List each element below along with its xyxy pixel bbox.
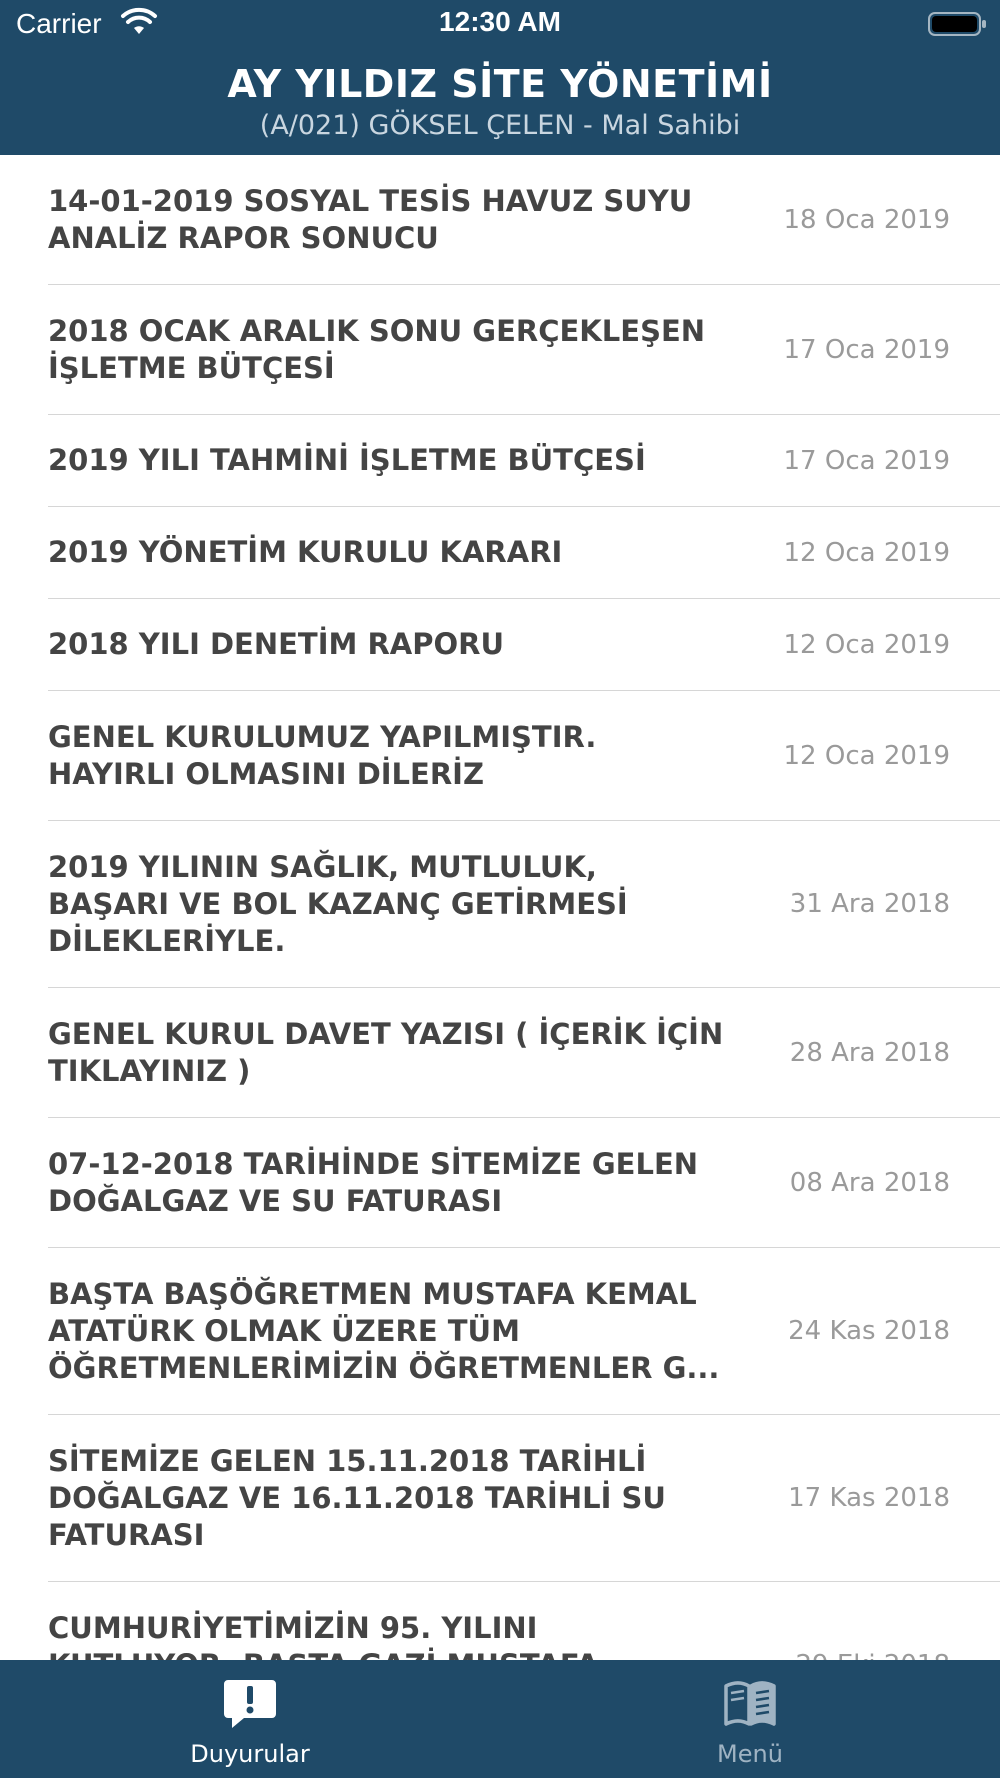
tab-label-duyurular: Duyurular (190, 1740, 310, 1768)
announcement-title: BAŞTA BAŞÖĞRETMEN MUSTAFA KEMAL ATATÜRK OLMAK ÜZERE TÜM ÖĞRETMENLERİMİZİN ÖĞRETMENLER G... (48, 1276, 720, 1385)
announcement-title: 07-12-2018 TARİHİNDE SİTEMİZE GELEN DOĞALGAZ VE SU FATURASI (48, 1146, 699, 1218)
book-icon (722, 1676, 778, 1732)
announcement-row[interactable] (48, 415, 1000, 507)
announcement-date: 18 Oca 2019 (783, 204, 950, 235)
announcement-icon (222, 1676, 278, 1732)
announcement-title: SİTEMİZE GELEN 15.11.2018 TARİHLİ DOĞALGAZ VE 16.11.2018 TARİHLİ SU FATURASI (48, 1443, 666, 1552)
announcement-row[interactable] (48, 155, 1000, 285)
page-subtitle: (A/021) GÖKSEL ÇELEN - Mal Sahibi (259, 110, 741, 141)
announcement-title: CUMHURİYETİMİZİN 95. YILINI (48, 1610, 538, 1645)
navigation-header (0, 0, 1000, 155)
announcement-row[interactable] (48, 1118, 1000, 1248)
announcement-title: GENEL KURULUMUZ YAPILMIŞTIR. HAYIRLI OLMASINI DİLERİZ (48, 719, 597, 791)
announcement-date: 12 Oca 2019 (783, 629, 950, 660)
announcement-title: 2019 YILININ SAĞLIK, MUTLULUK, BAŞARI VE BOL KAZANÇ GETİRMESİ DİLEKLERİYLE. (48, 849, 628, 958)
announcement-row[interactable] (48, 599, 1000, 691)
announcement-row[interactable] (48, 507, 1000, 599)
announcement-title: 2018 OCAK ARALIK SONU GERÇEKLEŞEN İŞLETME BÜTÇESİ (48, 313, 706, 385)
announcement-date: 12 Oca 2019 (783, 537, 950, 568)
tab-bar (0, 1660, 1000, 1778)
page-title: AY YILDIZ SİTE YÖNETİMİ (227, 62, 773, 106)
announcement-row[interactable] (48, 1415, 1000, 1582)
announcement-date: 24 Kas 2018 (788, 1316, 950, 1346)
announcement-date: 28 Ara 2018 (789, 1037, 950, 1068)
announcement-title: 2018 YILI DENETİM RAPORU (48, 627, 505, 661)
status-bar (0, 0, 1000, 50)
announcement-row[interactable] (48, 988, 1000, 1118)
announcement-date: 17 Kas 2018 (788, 1483, 950, 1513)
tab-label-menu: Menü (717, 1740, 783, 1768)
announcement-row[interactable] (48, 691, 1000, 821)
announcement-date: 31 Ara 2018 (789, 889, 950, 919)
battery-icon (928, 10, 988, 38)
announcement-title: GENEL KURUL DAVET YAZISI ( İÇERİK İÇİN TIKLAYINIZ ) (48, 1016, 724, 1088)
tab-menu[interactable] (500, 1660, 1000, 1778)
announcement-date: 12 Oca 2019 (783, 740, 950, 771)
carrier-label: Carrier (16, 8, 102, 39)
announcement-date: 17 Oca 2019 (783, 334, 950, 365)
announcement-title: 14-01-2019 SOSYAL TESİS HAVUZ SUYU ANALİZ RAPOR SONUCU (48, 183, 693, 255)
announcement-row[interactable] (48, 1248, 1000, 1415)
announcement-row[interactable] (48, 285, 1000, 415)
announcement-date: 08 Ara 2018 (789, 1167, 950, 1198)
tab-duyurular[interactable] (0, 1660, 500, 1778)
announcement-row[interactable] (48, 821, 1000, 988)
clock: 12:30 AM (439, 6, 561, 37)
announcement-date: 17 Oca 2019 (783, 445, 950, 476)
announcement-title: 2019 YILI TAHMİNİ İŞLETME BÜTÇESİ (48, 443, 646, 477)
announcement-title: 2019 YÖNETİM KURULU KARARI (48, 535, 563, 569)
announcement-list[interactable] (0, 155, 1000, 1660)
